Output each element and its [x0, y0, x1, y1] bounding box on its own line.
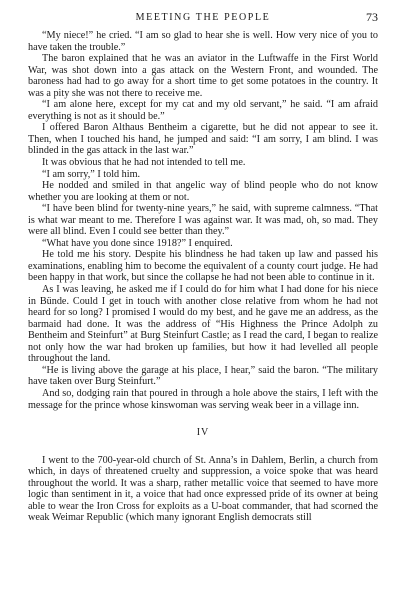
paragraph: “He is living above the garage at his place, I hear,” said the baron. “The military have taken over Burg Steinfurt.”	[28, 364, 378, 388]
running-head-title: MEETING THE PEOPLE	[135, 12, 271, 23]
paragraph: “I am sorry,” I told him.	[42, 168, 141, 180]
paragraph: He told me his story. Despite his blindness he had taken up law and passed his examinations, enabling him to become the equivalent of a county court judge. He had been happy in that work, but since the collapse he had not been able to continue in it.	[28, 249, 378, 284]
paragraph: “I have been blind for twenty-nine years,” he said, with supreme calmness. “That is what war meant to me. Therefore I was against war. It was mad, oh, so mad. They were all blind. Even I could see better than they.”	[28, 203, 378, 238]
paragraph: I offered Baron Althaus Bentheim a cigarette, but he did not appear to see it. Then, when I touched his hand, he jumped and said: “I am sorry, I am blind. I was blinded in the gas attack in the last war.”	[28, 122, 378, 157]
paragraph: He nodded and smiled in that angelic way of blind people who do not know whether you are looking at them or not.	[28, 180, 378, 203]
paragraph: “I am alone here, except for my cat and my old servant,” he said. “I am afraid everything is not as it should be.”	[28, 99, 378, 122]
paragraph: As I was leaving, he asked me if I could do for him what I had done for his niece in Bünde. Could I get in touch with another close relative from whom he had not heard for so long? I promised I would do my best, and he gave me an address, as the barmaid had done. It was the address of “His Highness the Prince Adolph zu Bentheim and Steinfurt” at Burg Steinfurt Castle; as I read the card, I began to realize not only how the war had broken up families, but how it had levelled all people throughout the land.	[28, 284, 378, 365]
paragraph: I went to the 700-year-old church of St. Anna’s in Dahlem, Berlin, a church from which, in days of threatened cruelty and suppression, a voice spoke that was heard throughout the world. It was a sharp, rather metallic voice that seemed to have more logic than sentiment in it, a voice that had once expressed pride of its owner at being able to wear the Iron Cross for exploits as a U-boat commander, that had scorned the weak Weimar Republic (which many ignorant English democrats still	[28, 454, 378, 524]
paragraph: “What have you done since 1918?” I enquired.	[42, 237, 233, 249]
page-number: 73	[366, 10, 378, 24]
paragraph: “My niece!” he cried. “I am so glad to hear she is well. How very nice of you to have taken the trouble.”	[28, 30, 378, 53]
paragraph: It was obvious that he had not intended to tell me.	[42, 157, 246, 169]
book-page	[28, 8, 378, 596]
paragraph: The baron explained that he was an aviator in the Luftwaffe in the First World War, was shot down into a gas attack on the Western Front, and wounded. The baroness had had to go away for a short time to get some potatoes in the country. It was a pity she was not there to receive me.	[28, 53, 378, 99]
section-number: IV	[196, 427, 210, 439]
paragraph: And so, dodging rain that poured in through a hole above the stairs, I left with the message for the prince whose kinswoman was serving weak beer in a village inn.	[28, 387, 378, 411]
body-text	[28, 30, 378, 524]
running-head	[28, 8, 378, 28]
